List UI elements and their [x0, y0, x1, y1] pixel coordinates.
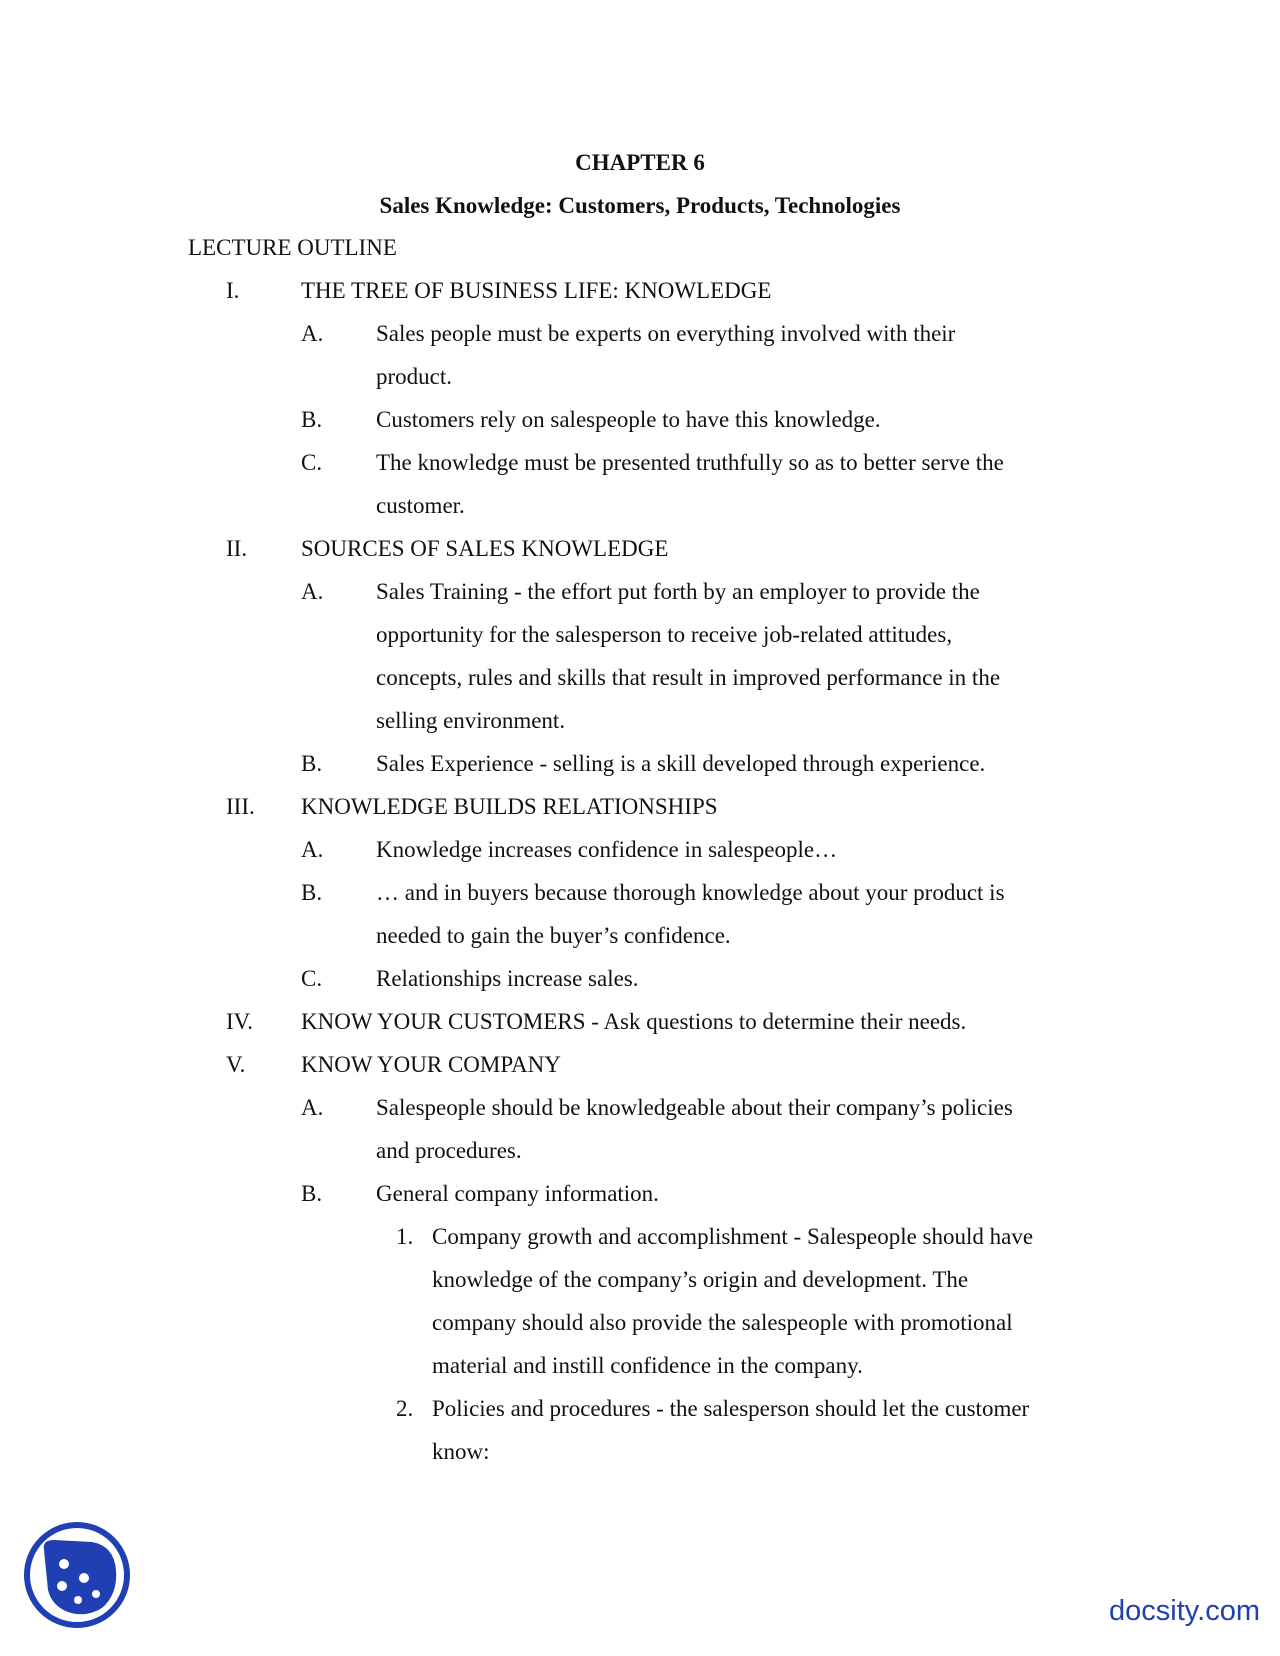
item-text: Sales people must be experts on everything involved with their: [376, 321, 956, 346]
item-letter: B.: [301, 407, 323, 432]
section-title: THE TREE OF BUSINESS LIFE: KNOWLEDGE: [301, 278, 772, 303]
section-numeral: IV.: [226, 1009, 254, 1034]
item-text: Customers rely on salespeople to have this knowledge.: [376, 407, 881, 432]
subitem-text: knowledge of the company’s origin and development. The: [432, 1267, 969, 1292]
item-text: The knowledge must be presented truthfully so as to better serve the: [376, 450, 1004, 475]
section-numeral: II.: [226, 536, 248, 561]
section-numeral: III.: [226, 794, 255, 819]
item-letter: B.: [301, 1181, 323, 1206]
item-text: opportunity for the salesperson to receive job-related attitudes,: [376, 622, 953, 647]
chapter-subtitle: Sales Knowledge: Customers, Products, Technologies: [379, 193, 901, 218]
item-text: Relationships increase sales.: [376, 966, 639, 991]
section-numeral: I.: [226, 278, 240, 303]
item-text: Knowledge increases confidence in salespeople…: [376, 837, 838, 862]
subitem-text: Policies and procedures - the salesperson should let the customer: [432, 1396, 1030, 1421]
section-title: SOURCES OF SALES KNOWLEDGE: [301, 536, 669, 561]
item-letter: A.: [301, 1095, 324, 1120]
item-letter: C.: [301, 450, 323, 475]
item-text: needed to gain the buyer’s confidence.: [376, 923, 731, 948]
subitem-text: company should also provide the salespeople with promotional: [432, 1310, 1013, 1335]
item-text: Sales Training - the effort put forth by an employer to provide the: [376, 579, 980, 604]
subitem-text: know:: [432, 1439, 490, 1464]
item-text: Sales Experience - selling is a skill developed through experience.: [376, 751, 986, 776]
docsity-brand-link[interactable]: docsity.com: [1109, 1595, 1260, 1627]
item-text: General company information.: [376, 1181, 659, 1206]
item-letter: B.: [301, 880, 323, 905]
item-letter: A.: [301, 579, 324, 604]
item-text: and procedures.: [376, 1138, 522, 1163]
section-title: KNOW YOUR COMPANY: [301, 1052, 561, 1077]
subitem-text: Company growth and accomplishment - Salespeople should have: [432, 1224, 1034, 1249]
subitem-text: material and instill confidence in the company.: [432, 1353, 863, 1378]
chapter-title: CHAPTER 6: [575, 150, 705, 175]
item-text: concepts, rules and skills that result in improved performance in the: [376, 665, 1001, 690]
item-text: product.: [376, 364, 453, 389]
subitem-number: 1.: [396, 1224, 414, 1249]
item-text: selling environment.: [376, 708, 566, 733]
subitem-number: 2.: [396, 1396, 414, 1421]
docsity-logo-icon[interactable]: [22, 1520, 132, 1630]
section-numeral: V.: [226, 1052, 246, 1077]
item-text: customer.: [376, 493, 465, 518]
item-text: … and in buyers because thorough knowledge about your product is: [376, 880, 1005, 905]
item-letter: B.: [301, 751, 323, 776]
outline-heading: LECTURE OUTLINE: [188, 235, 397, 260]
section-title: KNOW YOUR CUSTOMERS - Ask questions to determine their needs.: [301, 1009, 967, 1034]
item-letter: C.: [301, 966, 323, 991]
section-title: KNOWLEDGE BUILDS RELATIONSHIPS: [301, 794, 718, 819]
item-letter: A.: [301, 321, 324, 346]
item-text: Salespeople should be knowledgeable about their company’s policies: [376, 1095, 1013, 1120]
item-letter: A.: [301, 837, 324, 862]
